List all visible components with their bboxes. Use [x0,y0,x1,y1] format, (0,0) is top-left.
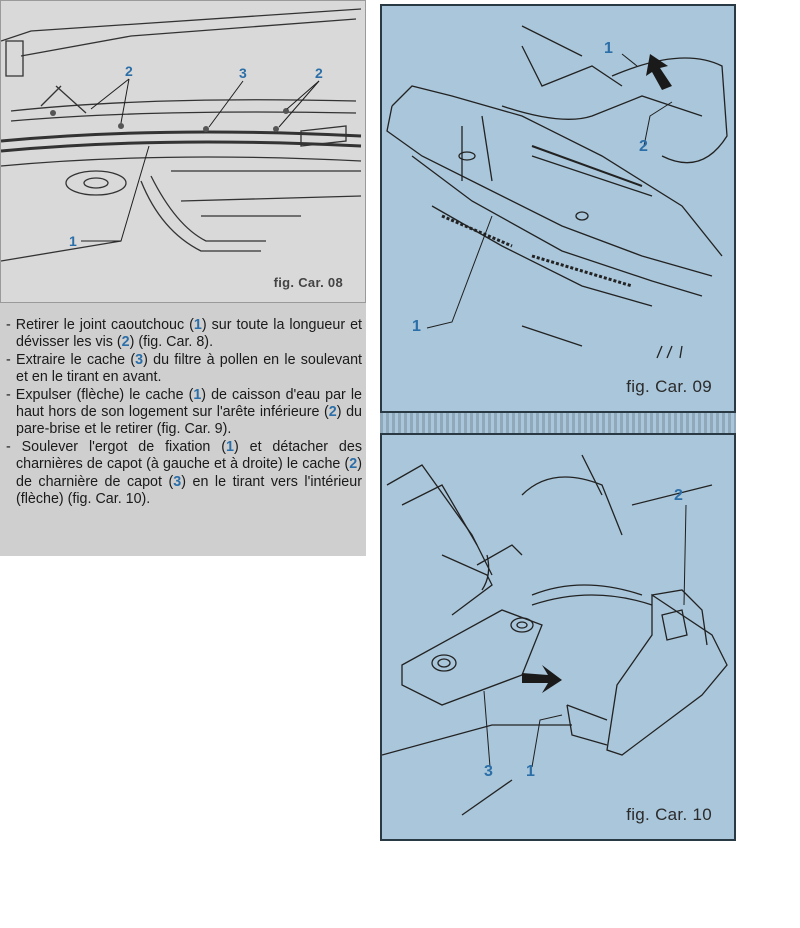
figure-car-08 [0,0,366,303]
fig9-caption: fig. Car. 09 [626,377,712,396]
fig10-caption: fig. Car. 10 [626,805,712,824]
fig9-illustration [382,6,734,411]
fig10-callout-3: 3 [484,763,493,780]
fig8-caption: fig. Car. 08 [273,275,343,290]
figure-car-10 [380,433,736,841]
fig9-callout-2: 2 [639,138,648,155]
fig8-illustration [1,1,365,302]
instructions-block [0,303,366,556]
fig10-callout-1: 1 [526,763,535,780]
fig8-callout-2a: 2 [125,63,133,79]
instruction-step-1: - Retirer le joint caoutchouc (1) sur toute la longueur et dévisser les vis (2) (fig. Car. 8). [6,317,362,351]
fig9-callout-1a: 1 [604,40,613,57]
fig8-callout-2b: 2 [315,65,323,81]
instruction-step-2: - Extraire le cache (3) du filtre à pollen en le soulevant et en le tirant en avant. [6,351,362,386]
fig10-callout-2: 2 [674,487,683,504]
figure-car-09 [380,4,736,413]
fig8-callout-1: 1 [69,233,77,249]
fig9-callout-1b: 1 [412,318,421,335]
instructions-list [6,317,362,508]
fig8-callout-3: 3 [239,65,247,81]
instruction-step-3: - Expulser (flèche) le cache (1) de caisson d'eau par le haut hors de son logement sur l'arête inférieure (2) du pare-brise et le retirer (fig. Car. 9). [6,386,362,438]
figure-divider [380,413,736,433]
instruction-step-4: - Soulever l'ergot de fixation (1) et détacher des charnières de capot (à gauche et à droite) le cache (2) de charnière de capot (3) en le tirant vers l'intérieur (flèche) (fig. Car. 10). [6,438,362,508]
